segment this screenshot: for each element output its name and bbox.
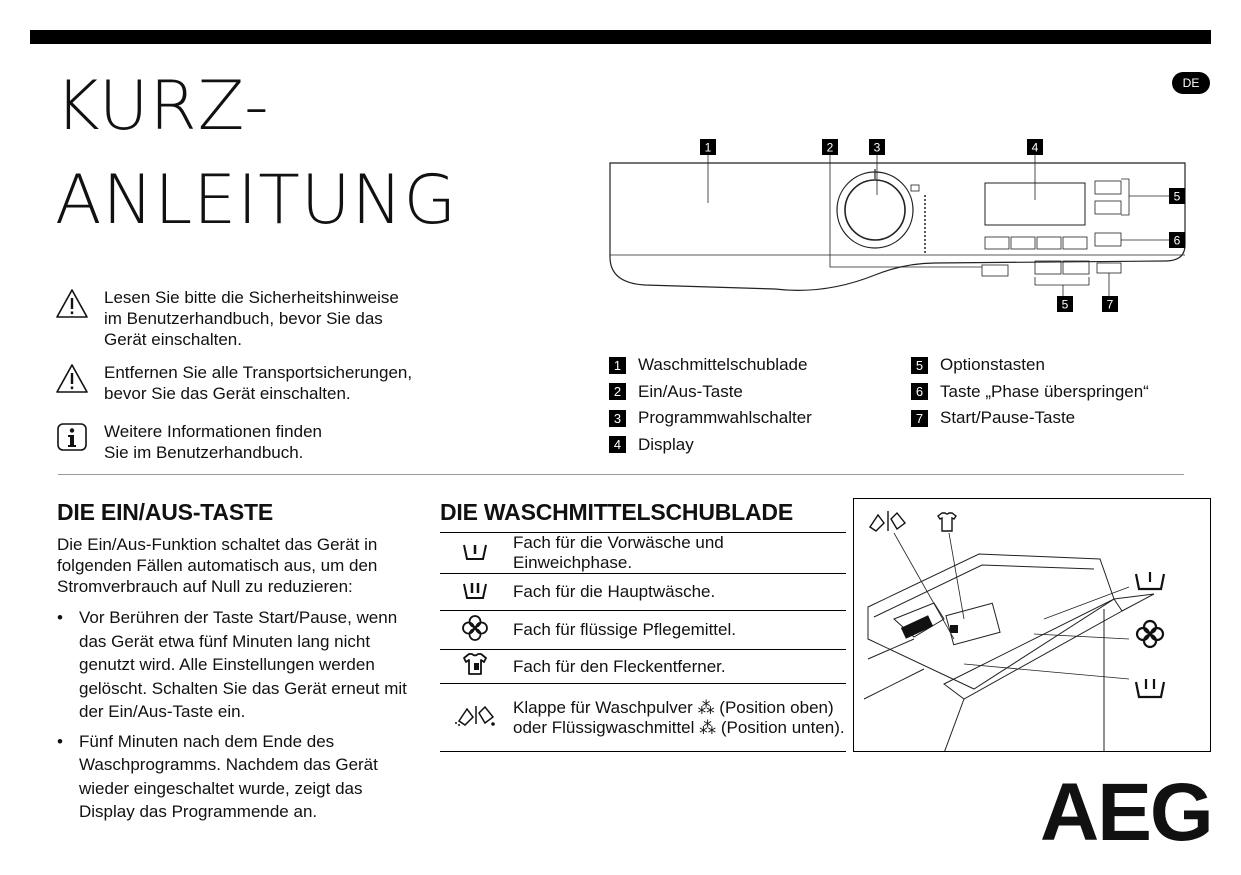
page-title [55, 60, 457, 248]
softener-flower-icon [460, 614, 490, 642]
callout-6: 6 [1173, 233, 1181, 248]
table-row [440, 684, 846, 752]
row-text: Fach für flüssige Pflegemittel. [510, 611, 846, 650]
bullet-item: • Vor Berühren der Taste Start/Pause, wenn das Gerät etwa fünf Minuten lang nicht genutzt wird. Alle Einstellungen werden gelöscht. Schalten Sie das Gerät erneut mit der Ein/Aus-Taste ein. [57, 606, 417, 724]
program-knob [837, 172, 913, 248]
notice-text: Lesen Sie bitte die Sicherheitshinweise im Benutzerhandbuch, bevor Sie das Gerät einschalten. [104, 288, 399, 349]
row-text: Klappe für Waschpulver ⁂ (Position oben) oder Flüssigwaschmittel ⁂ (Position unten). [510, 684, 846, 752]
title-line-2: ANLEITUNG [55, 161, 458, 240]
warning-triangle-icon [55, 287, 89, 321]
legend-item: 7 Start/Pause-Taste [911, 405, 1149, 432]
mainwash-compartment-icon [460, 578, 490, 602]
ein-aus-intro: Die Ein/Aus-Funktion schaltet das Gerät in folgenden Fällen automatisch aus, um den Stromverbrauch auf Null zu reduzieren: [57, 535, 378, 596]
top-black-bar [30, 30, 1211, 44]
legend-item: 1 Waschmittelschublade [609, 352, 812, 379]
legend-item: 3 Programmwahlschalter [609, 405, 812, 432]
callout-5-top: 5 [1173, 189, 1181, 204]
title-line-1: KURZ- [55, 67, 270, 146]
stain-remover-shirt-icon [460, 651, 490, 677]
row-text: Fach für die Vorwäsche und Einweichphase. [510, 533, 846, 574]
detergent-drawer-illustration [853, 498, 1211, 752]
prewash-compartment-icon [460, 539, 490, 563]
aeg-logo: AEG [1040, 767, 1212, 858]
compartment-table [440, 532, 846, 752]
panel-outline [610, 163, 1185, 290]
notice-text: Entfernen Sie alle Transportsicherungen, bevor Sie das Gerät einschalten. [104, 363, 413, 403]
table-row [440, 533, 846, 574]
ein-aus-bullets [57, 606, 417, 830]
legend-right [911, 352, 1149, 432]
control-panel-diagram [605, 135, 1205, 315]
powder-liquid-flap-icon [453, 703, 497, 727]
legend-item: 4 Display [609, 432, 812, 459]
callout-1: 1 [704, 140, 712, 155]
row-text: Fach für den Fleckentferner. [510, 650, 846, 684]
legend-left [609, 352, 812, 458]
bullet-item: • Fünf Minuten nach dem Ende des Waschprogramms. Nachdem das Gerät wieder eingeschaltet wurde, zeigt das Display das Programmende an. [57, 730, 417, 824]
ein-aus-heading: DIE EIN/AUS-TASTE [57, 499, 273, 525]
table-row [440, 650, 846, 684]
callout-4: 4 [1031, 140, 1039, 155]
table-row [440, 574, 846, 611]
section-divider [58, 474, 1184, 475]
info-icon [55, 421, 89, 455]
row-text: Fach für die Hauptwäsche. [510, 574, 846, 611]
callout-2: 2 [826, 140, 834, 155]
notice-text: Weitere Informationen finden Sie im Benutzerhandbuch. [104, 422, 322, 462]
warning-triangle-icon [55, 362, 89, 396]
legend-item: 6 Taste „Phase überspringen“ [911, 379, 1149, 406]
language-badge: DE [1172, 72, 1210, 94]
callout-3: 3 [873, 140, 881, 155]
waschmittel-heading: DIE WASCHMITTELSCHUBLADE [440, 499, 793, 525]
legend-item: 5 Optionstasten [911, 352, 1149, 379]
callout-5-bottom: 5 [1061, 297, 1069, 312]
table-row [440, 611, 846, 650]
legend-item: 2 Ein/Aus-Taste [609, 379, 812, 406]
drawer-drawing [854, 499, 1211, 752]
callout-7: 7 [1106, 297, 1114, 312]
